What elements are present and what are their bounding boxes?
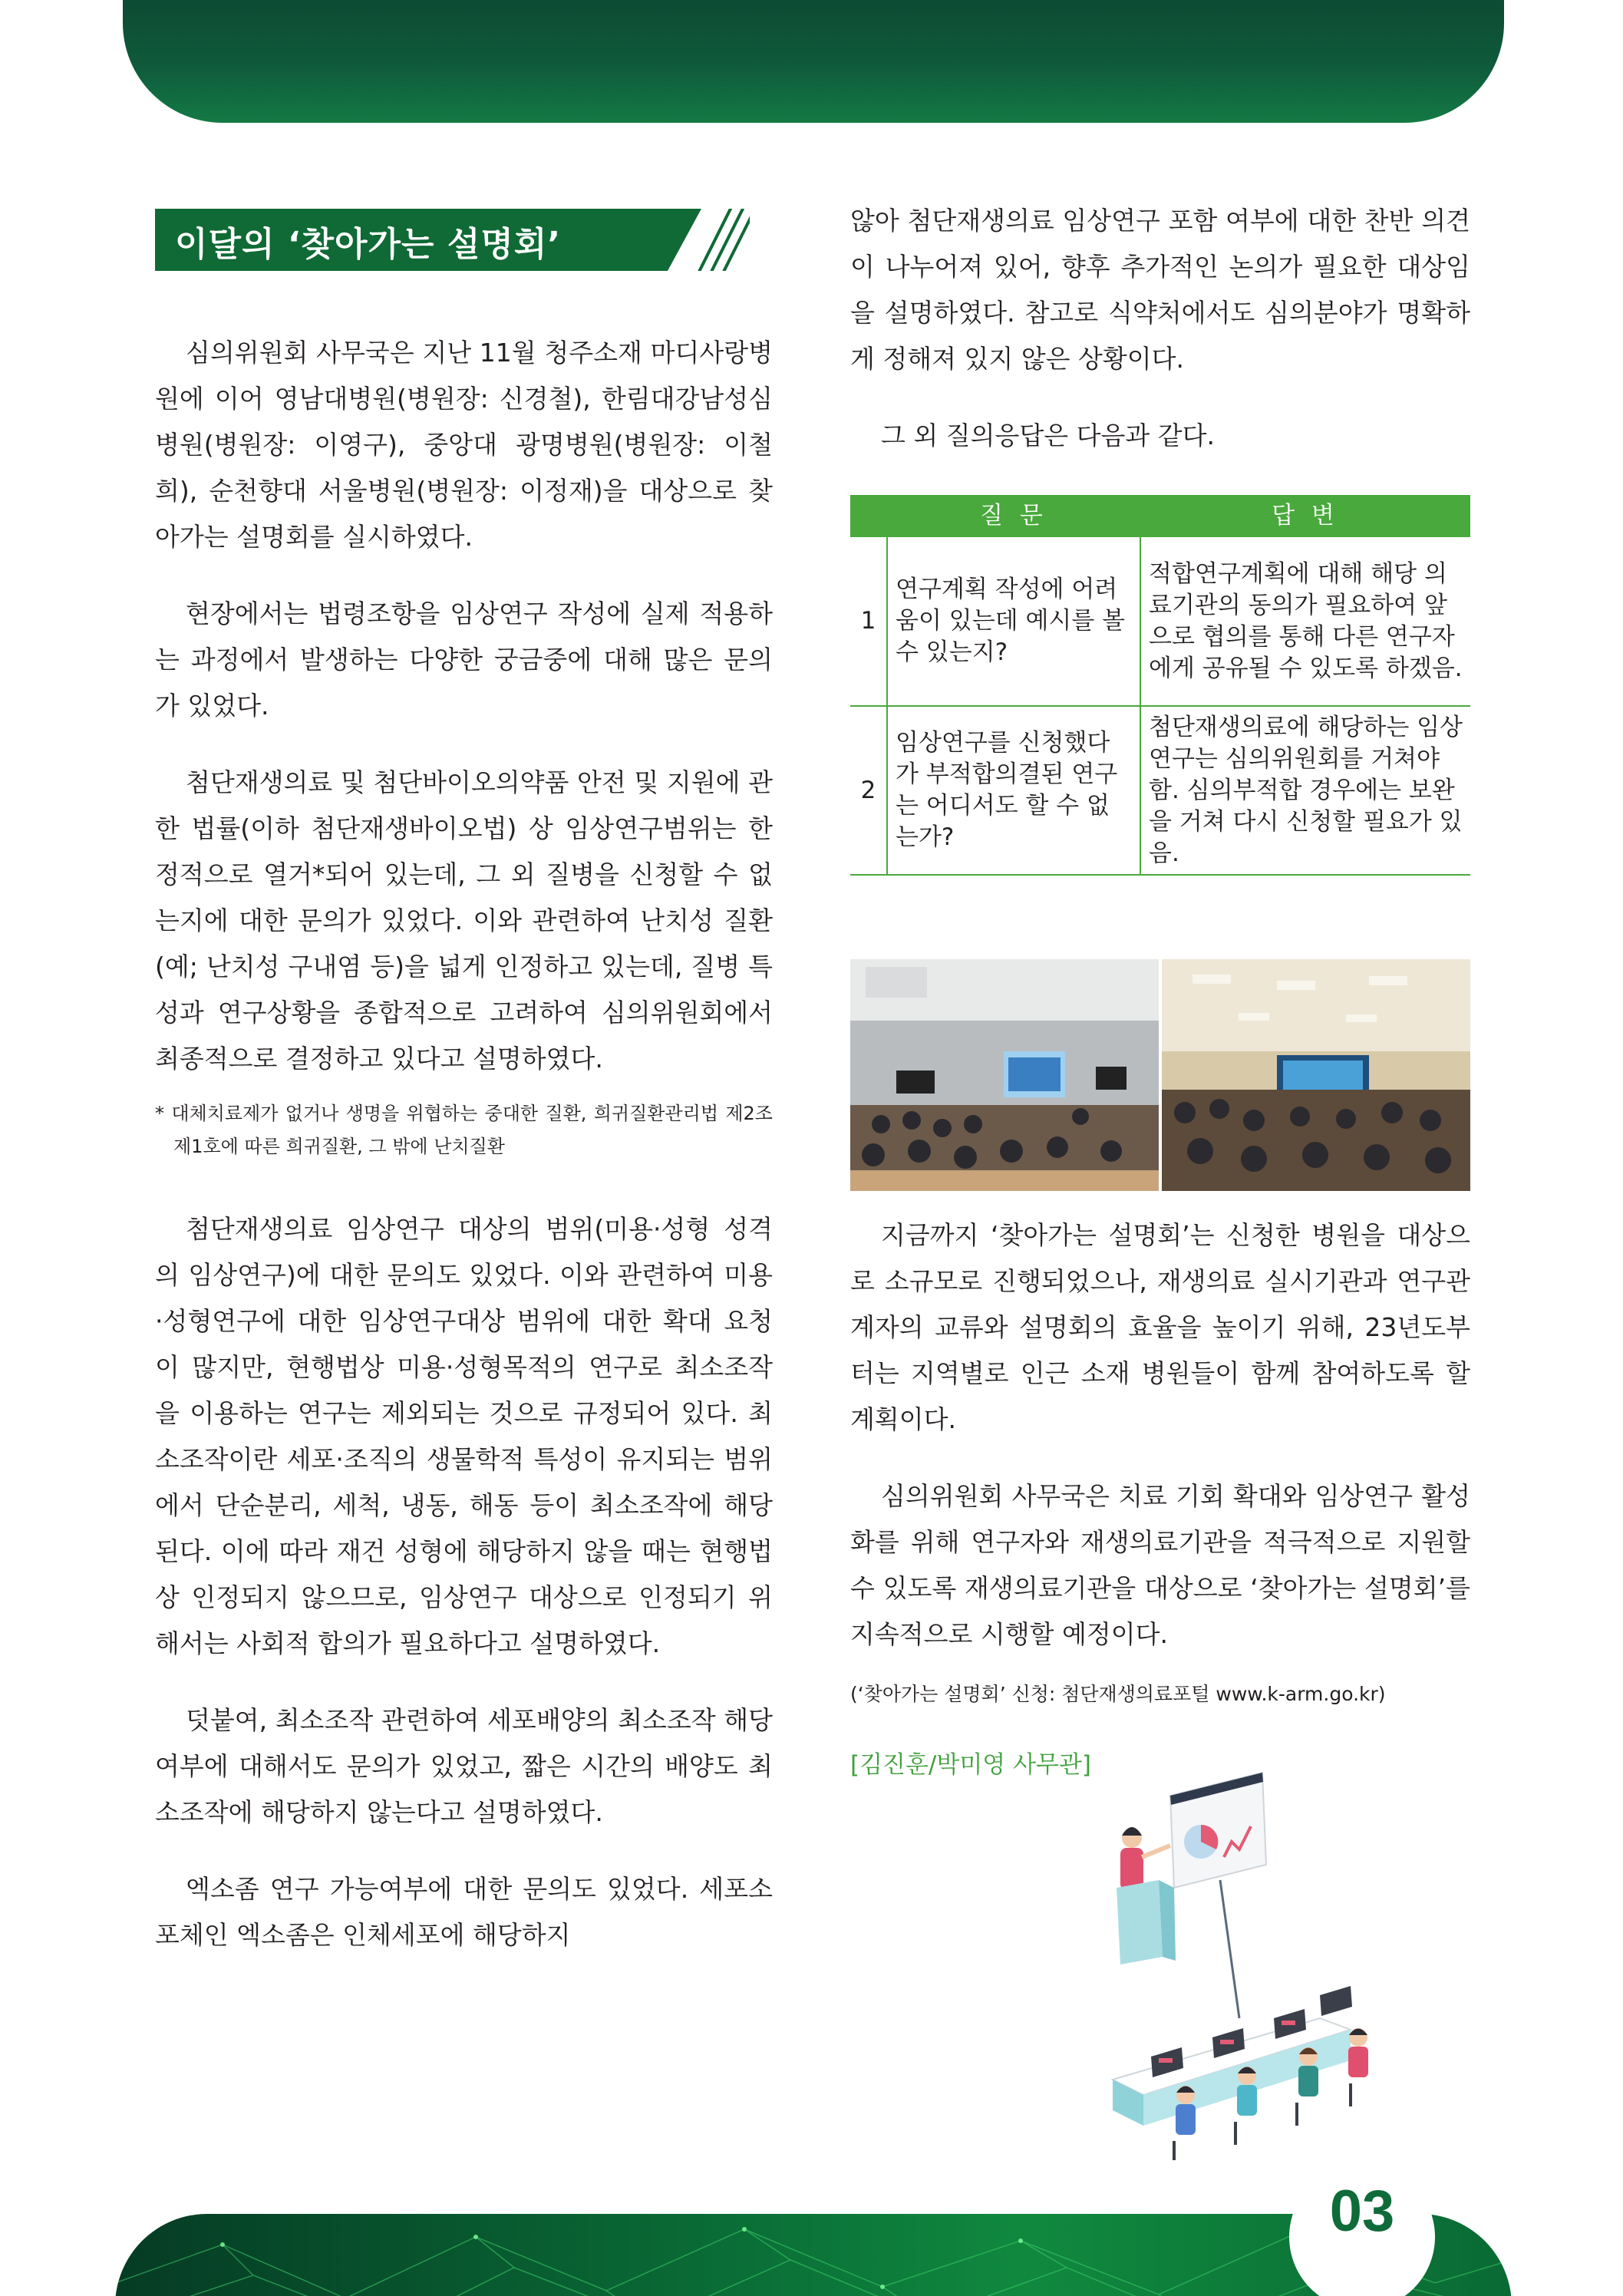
paragraph: 첨단재생의료 및 첨단바이오의약품 안전 및 지원에 관한 법률(이하 첨단재생바이오법) 상 임상연구범위는 한정적으로 열거*되어 있는데, 그 외 질병을 신청할 수 없는지에 대한 문의가 있었다. 이와 관련하여 난치성 질환(예; 난치성 구내염 등)을 넓게 인정하고 있는데, 질병 특성과 연구상황을 종합적으로 고려하여 심의위원회에서 최종적으로 결정하고 있다고 설명하였다. [155, 767, 773, 1074]
row-answer: 적합연구계획에 대해 해당 의료기관의 동의가 필요하여 앞으로 협의를 통해 다른 연구자에게 공유될 수 있도록 하겠음. [1140, 537, 1470, 706]
paragraph: 엑소좀 연구 가능여부에 대한 문의도 있었다. 세포소포체인 엑소좀은 인체세포에 해당하지 [155, 1874, 773, 1950]
source-note: (‘찾아가는 설명회’ 신청: 첨단재생의료포털 www.k-arm.go.kr) [850, 1683, 1386, 1705]
row-question: 임상연구를 신청했다가 부적합의결된 연구는 어디서도 할 수 없는가? [887, 706, 1140, 875]
page-number: 03 [1329, 2179, 1395, 2244]
table-intro: 그 외 질의응답은 다음과 같다. [881, 421, 1215, 450]
paragraph: 지금까지 ‘찾아가는 설명회’는 신청한 병원을 대상으로 소규모로 진행되었으나, 재생의료 실시기관과 연구관계자의 교류와 설명회의 효율을 높이기 위해, 23년도부터는 지역별로 인근 소재 병원들이 함께 참여하도록 할 계획이다. [850, 1220, 1470, 1434]
row-question: 연구계획 작성에 어려움이 있는데 예시를 볼 수 있는지? [887, 537, 1140, 706]
paragraph: 첨단재생의료 임상연구 대상의 범위(미용·성형 성격의 임상연구)에 대한 문의도 있었다. 이와 관련하여 미용·성형연구에 대한 임상연구대상 범위에 대한 확대 요청이 많지만, 현행법상 미용·성형목적의 연구로 최소조작을 이용하는 연구는 제외되는 것으로 규정되어 있다. 최소조작이란 세포·조직의 생물학적 특성이 유지되는 범위에서 단순분리, 세척, 냉동, 해동 등이 최소조작에 해당된다. 이에 따라 재건 성형에 해당하지 않을 때는 현행법상 인정되지 않으므로, 임상연구 대상으로 인정되기 위해서는 사회적 합의가 필요하다고 설명하였다. [155, 1214, 773, 1658]
section-title: 이달의 ‘찾아가는 설명회’ [175, 225, 562, 264]
paragraph: 않아 첨단재생의료 임상연구 포함 여부에 대한 찬반 의견이 나누어져 있어, 향후 추가적인 논의가 필요한 대상임을 설명하였다. 참고로 식약처에서도 심의분야가 명확하게 정해져 있지 않은 상황이다. [850, 206, 1470, 374]
paragraph: 심의위원회 사무국은 치료 기회 확대와 임상연구 활성화를 위해 연구자와 재생의료기관을 적극적으로 지원할 수 있도록 재생의료기관을 대상으로 ‘찾아가는 설명회’를 지속적으로 시행할 예정이다. [850, 1481, 1470, 1649]
left-column [155, 330, 773, 1989]
paragraph: 심의위원회 사무국은 지난 11월 청주소재 마디사랑병원에 이어 영남대병원(병원장: 신경철), 한림대강남성심병원(병원장: 이영구), 중앙대 광명병원(병원장: 이철희), 순천향대 서울병원(병원장: 이정재)을 대상으로 찾아가는 설명회를 실시하였다. [155, 338, 773, 552]
table-row [850, 706, 1470, 875]
seminar-illustration [1097, 1765, 1389, 2164]
footnote: * 대체치료제가 없거나 생명을 위협하는 중대한 질환, 희귀질환관리법 제2조 제1호에 따른 희귀질환, 그 밖에 난치질환 [155, 1103, 773, 1157]
seminar-photo-2 [1162, 959, 1470, 1191]
right-column-bottom [850, 1212, 1470, 1788]
author-credit: [김진훈/박미영 사무관] [850, 1751, 1091, 1779]
row-number: 1 [850, 537, 887, 706]
table-header-row [850, 495, 1470, 537]
table-row [850, 537, 1470, 706]
top-banner [123, 0, 1504, 123]
paragraph: 덧붙여, 최소조작 관련하여 세포배양의 최소조작 해당 여부에 대해서도 문의가 있었고, 짧은 시간의 배양도 최소조작에 해당하지 않는다고 설명하였다. [155, 1705, 773, 1827]
paragraph: 현장에서는 법령조항을 임상연구 작성에 실제 적용하는 과정에서 발생하는 다양한 궁금중에 대해 많은 문의가 있었다. [155, 599, 773, 721]
right-column-top [850, 198, 1470, 490]
row-number: 2 [850, 706, 887, 875]
table-header-num [850, 495, 887, 537]
table-header-question: 질 문 [887, 495, 1140, 537]
qa-table [850, 495, 1470, 876]
seminar-photo-1 [850, 959, 1159, 1191]
row-answer: 첨단재생의료에 해당하는 임상연구는 심의위원회를 거쳐야 함. 심의부적합 경우에는 보완을 거쳐 다시 신청할 필요가 있음. [1140, 706, 1470, 875]
table-header-answer: 답 변 [1140, 495, 1470, 537]
